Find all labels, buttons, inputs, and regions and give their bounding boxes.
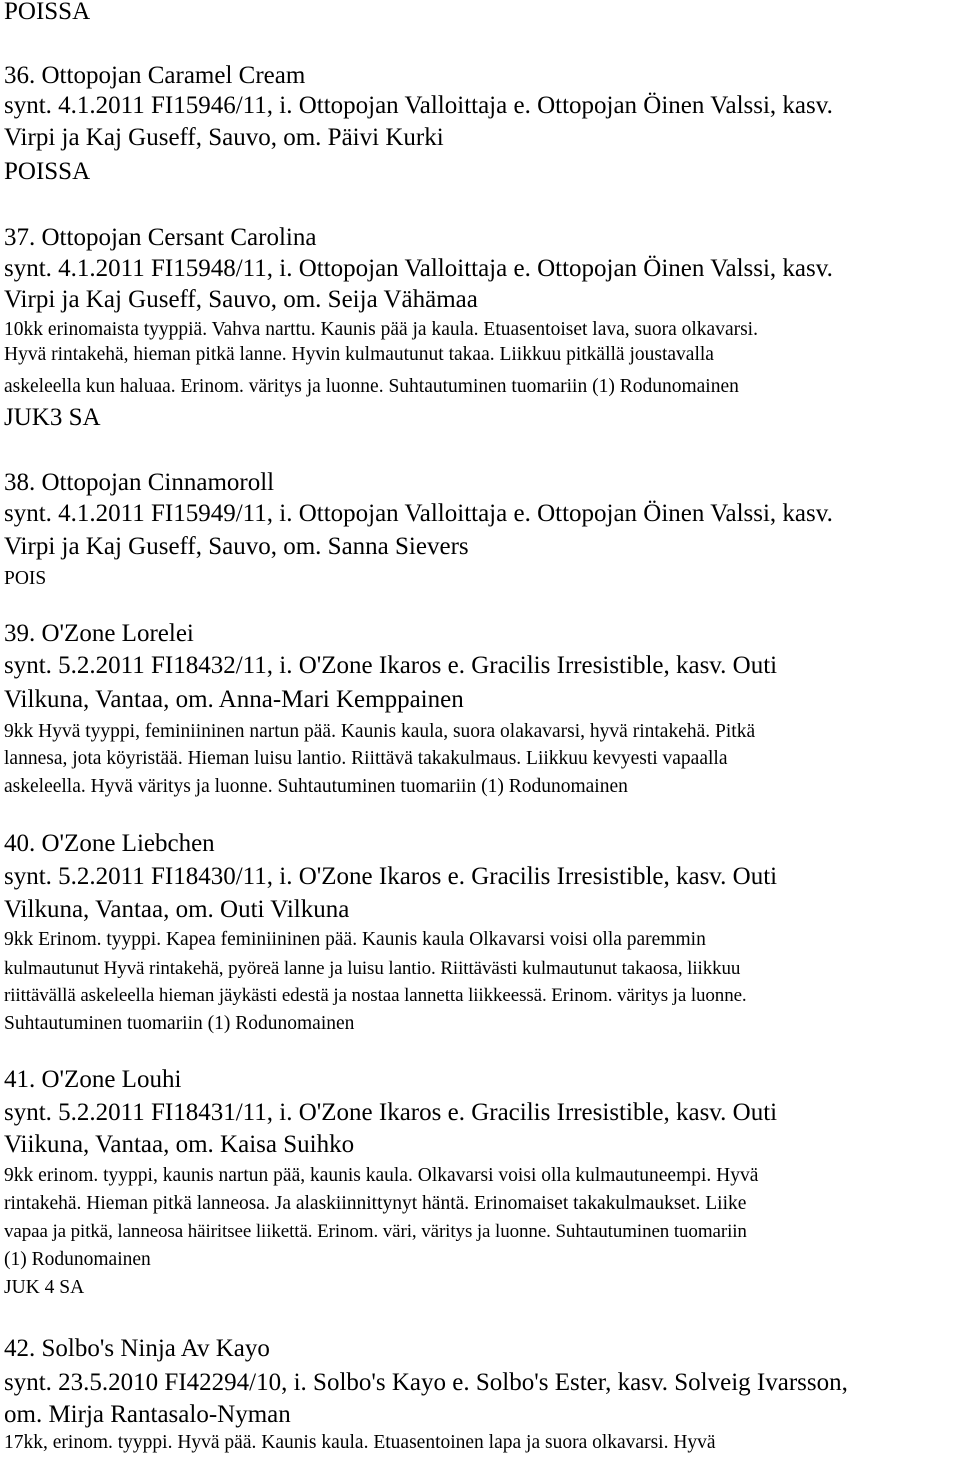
text-line: askeleella. Hyvä väritys ja luonne. Suhtautuminen tuomariin (1) Rodunomainen — [4, 776, 628, 797]
text-line: synt. 4.1.2011 FI15948/11, i. Ottopojan Valloittaja e. Ottopojan Öinen Valssi, kasv. — [4, 255, 833, 282]
text-line: Virpi ja Kaj Guseff, Sauvo, om. Sanna Sievers — [4, 533, 469, 560]
text-line: Vilkuna, Vantaa, om. Outi Vilkuna — [4, 896, 350, 923]
text-line: askeleella kun haluaa. Erinom. väritys ja luonne. Suhtautuminen tuomariin (1) Rodunomainen — [4, 376, 739, 397]
text-line: 10kk erinomaista tyyppiä. Vahva narttu. Kaunis pää ja kaula. Etuasentoiset lava, suora olkavarsi. — [4, 319, 758, 340]
text-line: Hyvä rintakehä, hieman pitkä lanne. Hyvin kulmautunut takaa. Liikkuu pitkällä joustavalla — [4, 344, 714, 365]
text-line: POISSA — [4, 158, 91, 185]
text-line: POIS — [4, 568, 47, 589]
text-line: Vilkuna, Vantaa, om. Anna-Mari Kemppainen — [4, 686, 464, 713]
text-line: Virpi ja Kaj Guseff, Sauvo, om. Seija Vähämaa — [4, 286, 478, 313]
text-line: synt. 4.1.2011 FI15949/11, i. Ottopojan Valloittaja e. Ottopojan Öinen Valssi, kasv. — [4, 500, 833, 527]
text-line: JUK 4 SA — [4, 1277, 85, 1298]
text-line: 39. O'Zone Lorelei — [4, 620, 194, 647]
text-line: vapaa ja pitkä, lanneosa häiritsee liikettä. Erinom. väri, väritys ja luonne. Suhtautuminen tuomariin — [4, 1221, 747, 1242]
text-line: Viikuna, Vantaa, om. Kaisa Suihko — [4, 1131, 355, 1158]
text-line: om. Mirja Rantasalo-Nyman — [4, 1401, 291, 1428]
text-line: 41. O'Zone Louhi — [4, 1066, 182, 1093]
text-line: 9kk erinom. tyyppi, kaunis nartun pää, kaunis kaula. Olkavarsi voisi olla kulmautuneempi. Hyvä — [4, 1165, 759, 1186]
text-line: Virpi ja Kaj Guseff, Sauvo, om. Päivi Kurki — [4, 124, 444, 151]
text-line: synt. 4.1.2011 FI15946/11, i. Ottopojan Valloittaja e. Ottopojan Öinen Valssi, kasv. — [4, 92, 833, 119]
text-line: rintakehä. Hieman pitkä lanneosa. Ja alaskiinnittynyt häntä. Erinomaiset takakulmaukset. Liike — [4, 1193, 747, 1214]
text-line: 9kk Hyvä tyyppi, feminiininen nartun pää. Kaunis kaula, suora olakavarsi, hyvä rintakehä. Pitkä — [4, 721, 756, 742]
text-line: synt. 5.2.2011 FI18431/11, i. O'Zone Ikaros e. Gracilis Irresistible, kasv. Outi — [4, 1099, 778, 1126]
text-line: synt. 5.2.2011 FI18430/11, i. O'Zone Ikaros e. Gracilis Irresistible, kasv. Outi — [4, 863, 778, 890]
text-line: 40. O'Zone Liebchen — [4, 830, 215, 857]
text-line: kulmautunut Hyvä rintakehä, pyöreä lanne ja luisu lantio. Riittävästi kulmautunut takaosa, liikkuu — [4, 958, 741, 979]
text-line: lannesa, jota köyristää. Hieman luisu lantio. Riittävä takakulmaus. Liikkuu kevyesti vapaalla — [4, 748, 728, 769]
text-line: POISSA — [4, 0, 91, 25]
text-line: synt. 23.5.2010 FI42294/10, i. Solbo's Kayo e. Solbo's Ester, kasv. Solveig Ivarsson, — [4, 1369, 848, 1396]
text-line: 17kk, erinom. tyyppi. Hyvä pää. Kaunis kaula. Etuasentoinen lapa ja suora olkavarsi. Hyvä — [4, 1432, 716, 1453]
text-line: 38. Ottopojan Cinnamoroll — [4, 469, 275, 496]
text-line: 37. Ottopojan Cersant Carolina — [4, 224, 317, 251]
text-line: 36. Ottopojan Caramel Cream — [4, 62, 306, 89]
text-line: riittävällä askeleella hieman jäykästi edestä ja nostaa lannetta liikkeessä. Erinom. väritys ja luonne. — [4, 985, 747, 1006]
text-line: (1) Rodunomainen — [4, 1249, 151, 1270]
text-line: synt. 5.2.2011 FI18432/11, i. O'Zone Ikaros e. Gracilis Irresistible, kasv. Outi — [4, 652, 778, 679]
text-line: Suhtautuminen tuomariin (1) Rodunomainen — [4, 1013, 355, 1034]
text-line: JUK3 SA — [4, 404, 101, 431]
text-line: 42. Solbo's Ninja Av Kayo — [4, 1335, 270, 1362]
text-line: 9kk Erinom. tyyppi. Kapea feminiininen pää. Kaunis kaula Olkavarsi voisi olla paremmin — [4, 929, 706, 950]
